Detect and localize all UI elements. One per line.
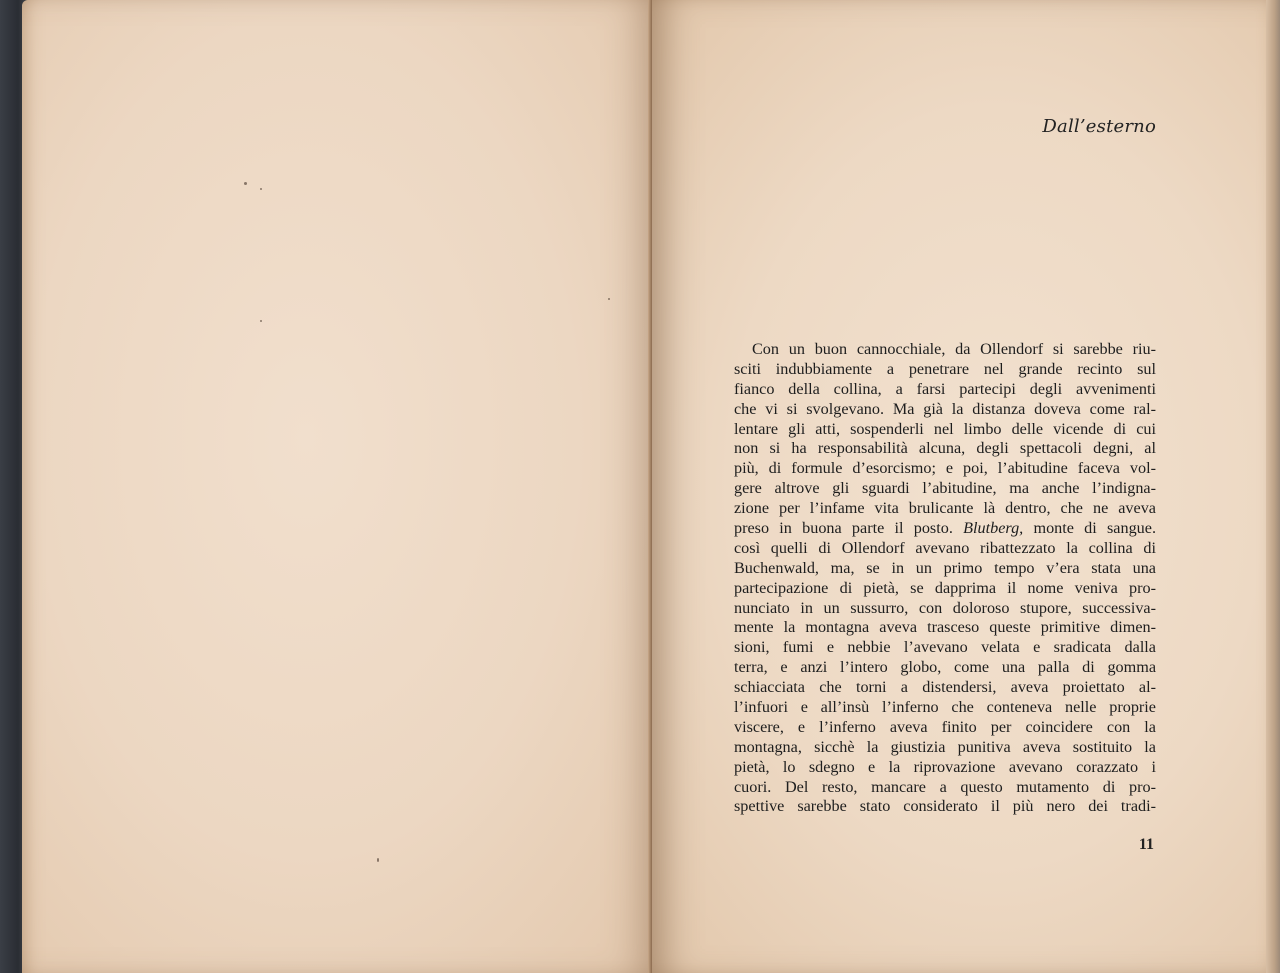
left-page <box>22 0 654 973</box>
text-line-with-italic <box>734 519 1156 539</box>
text-line: schiacciata che torni a distendersi, aveva proiettato al- <box>734 678 1156 697</box>
italic-term: Blutberg, <box>963 519 1024 538</box>
text-line: spettive sarebbe stato considerato il più nero dei tradi- <box>734 797 1156 816</box>
text-line: terra, e anzi l’intero globo, come una palla di gomma <box>734 658 1156 677</box>
text-line: mente la montagna aveva trasceso queste primitive dimen- <box>734 618 1156 637</box>
text-line: gere altrove gli sguardi l’abitudine, ma anche l’indigna- <box>734 479 1156 498</box>
paper-speck <box>260 188 262 190</box>
text-line: che vi si svolgevano. Ma già la distanza doveva come ral- <box>734 399 1156 418</box>
text-line: l’infuori e all’insù l’inferno che conteneva nelle proprie <box>734 698 1156 717</box>
text-line: pietà, lo sdegno e la riprovazione avevano corazzato i <box>734 757 1156 776</box>
paper-speck <box>260 320 262 322</box>
text-line: partecipazione di pietà, se dapprima il nome veniva pro- <box>734 578 1156 597</box>
paper-speck <box>377 858 379 862</box>
paper-speck <box>608 298 610 300</box>
text-segment: preso in buona parte il posto. <box>734 519 953 538</box>
body-text <box>734 340 1156 817</box>
text-line: viscere, e l’inferno aveva finito per coincidere con la <box>734 717 1156 736</box>
text-line: sciti indubbiamente a penetrare nel grande recinto sul <box>734 359 1156 378</box>
text-line: Con un buon cannocchiale, da Ollendorf si sarebbe riu- <box>752 340 1156 358</box>
page-number: 11 <box>1138 836 1154 853</box>
text-line: montagna, sicchè la giustizia punitiva aveva sostituito la <box>734 737 1156 756</box>
text-line: zione per l’infame vita brulicante là dentro, che ne aveva <box>734 499 1156 518</box>
text-line: nunciato in un sussurro, con doloroso stupore, successiva- <box>734 598 1156 617</box>
text-line: lentare gli atti, sospenderli nel limbo delle vicende di cui <box>734 419 1156 438</box>
text-line: non si ha responsabilità alcuna, degli spettacoli degni, al <box>734 439 1156 458</box>
running-head: Dall’esterno <box>1042 116 1156 137</box>
text-segment: monte di sangue. <box>1033 519 1157 538</box>
text-line: sioni, fumi e nebbie l’avevano velata e sradicata dalla <box>734 638 1156 657</box>
paper-speck <box>244 182 247 185</box>
text-line: cuori. Del resto, mancare a questo mutamento di pro- <box>734 777 1156 796</box>
text-line: Buchenwald, ma, se in un primo tempo v’era stata una <box>734 558 1156 577</box>
page-edge <box>1266 0 1280 973</box>
text-line: più, di formule d’esorcismo; e poi, l’abitudine faceva vol- <box>734 459 1156 478</box>
text-line: così quelli di Ollendorf avevano ribattezzato la collina di <box>734 538 1156 557</box>
text-line: fianco della collina, a farsi partecipi degli avvenimenti <box>734 379 1156 398</box>
